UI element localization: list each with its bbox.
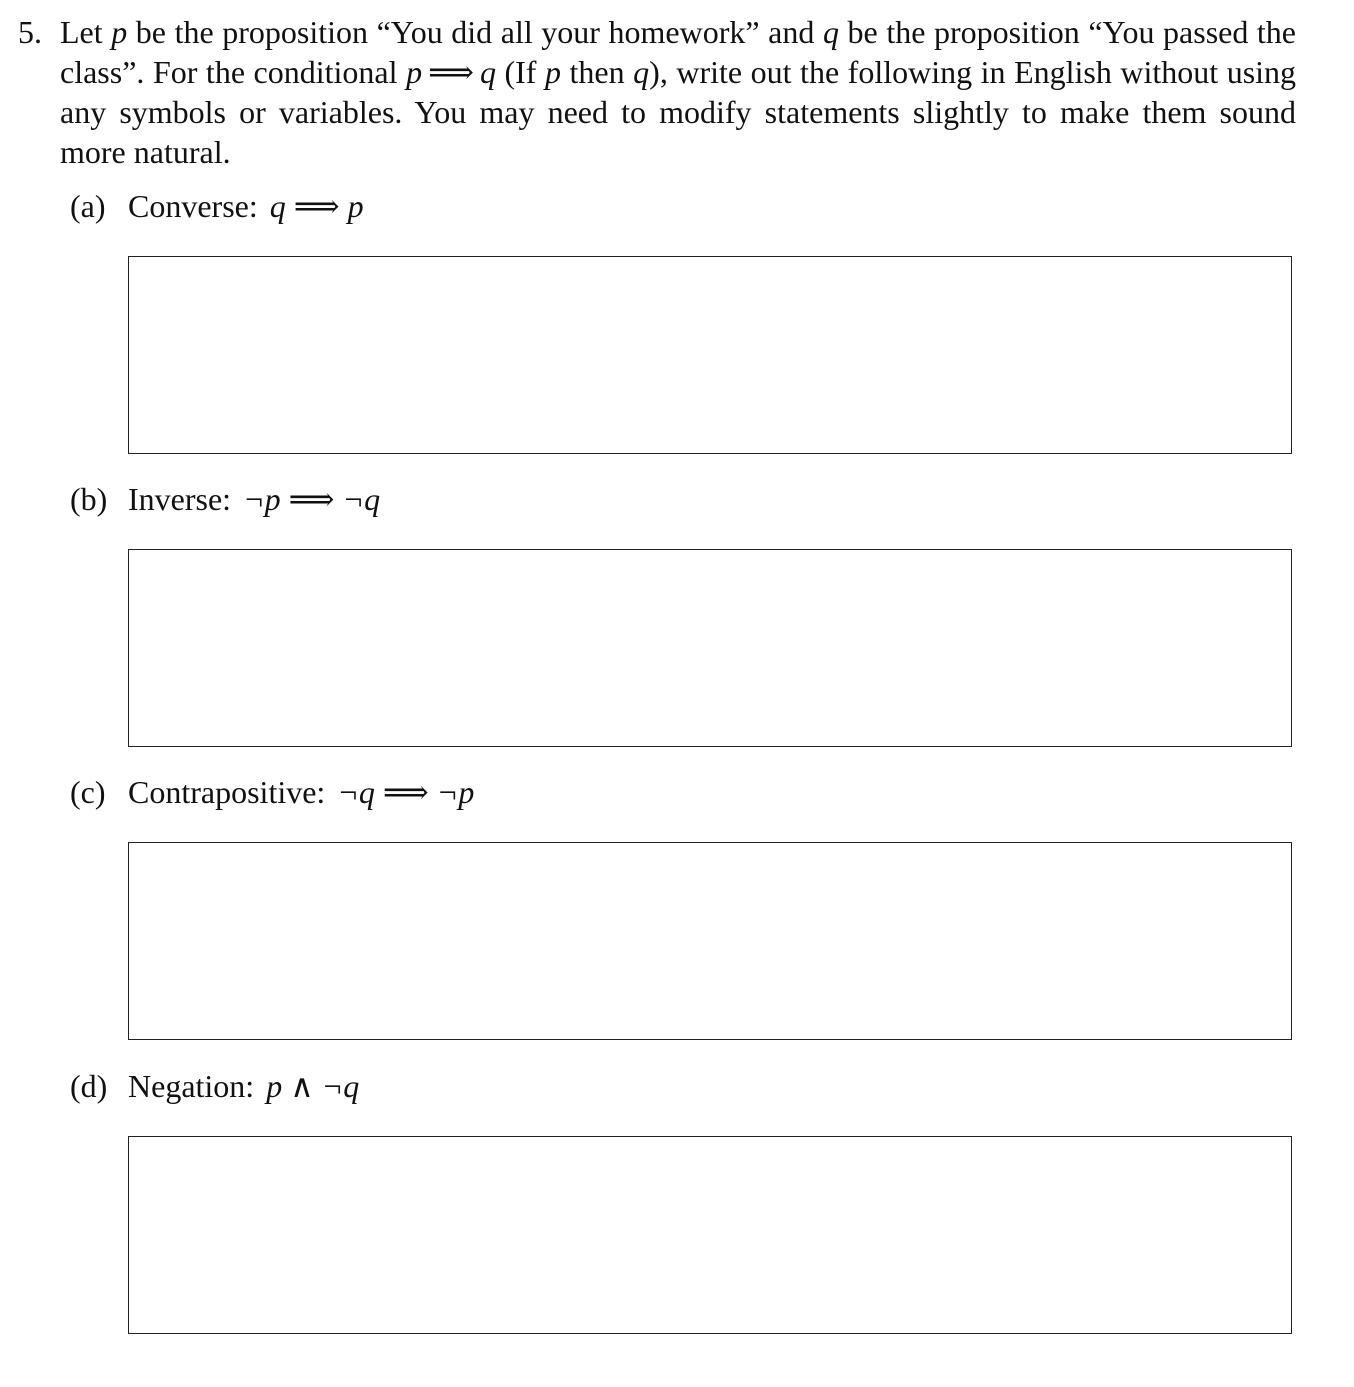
variable-q-then: q [633,54,650,90]
part-d-name: Negation: [128,1068,255,1104]
part-c-label [70,772,1296,812]
part-a-converse [70,186,1296,226]
part-b-letter: (b) [70,481,108,517]
variable-p-if: p [544,54,561,90]
answer-box-a[interactable] [128,256,1292,454]
problem-statement [60,12,1296,172]
part-d-formula: p ∧ ¬q [266,1068,360,1104]
implies-arrow: ⟹ [428,54,474,90]
stem-text-4: (If [495,54,545,90]
part-b-formula: ¬p ⟹ ¬q [243,481,381,517]
variable-p-conditional: p [406,54,423,90]
part-d-letter: (d) [70,1068,108,1104]
part-c-formula: ¬q ⟹ ¬p [337,774,475,810]
answer-box-b[interactable] [128,549,1292,747]
problem-stem [18,12,1296,172]
part-c-name: Contrapositive: [128,774,326,810]
part-b-name: Inverse: [128,481,232,517]
part-d-label [70,1066,1296,1106]
part-a-formula: q ⟹ p [269,188,364,224]
part-d-negation [70,1066,1296,1106]
part-c-letter: (c) [70,774,106,810]
answer-box-d[interactable] [128,1136,1292,1334]
answer-box-c[interactable] [128,842,1292,1040]
stem-text-1: Let [60,14,112,50]
part-a-label [70,186,1296,226]
variable-q: q [822,14,839,50]
variable-q-conditional: q [479,54,496,90]
stem-text-6: ), write out the following in English without using any symbols or variables. You may need to modify statements slightly to make them sound more natural. [60,54,1297,170]
part-a-name: Converse: [128,188,258,224]
stem-text-5: then [560,54,634,90]
problem-number: 5. [18,14,42,50]
part-a-letter: (a) [70,188,106,224]
part-b-inverse [70,479,1296,519]
problem-5 [18,12,1296,172]
part-c-contrapositive [70,772,1296,812]
variable-p: p [111,14,128,50]
part-b-label [70,479,1296,519]
stem-text-2: be the proposition “You did all your homework” and [127,14,823,50]
stem-text-3: be the proposition “You passed the class”. For the conditional [60,14,1297,90]
